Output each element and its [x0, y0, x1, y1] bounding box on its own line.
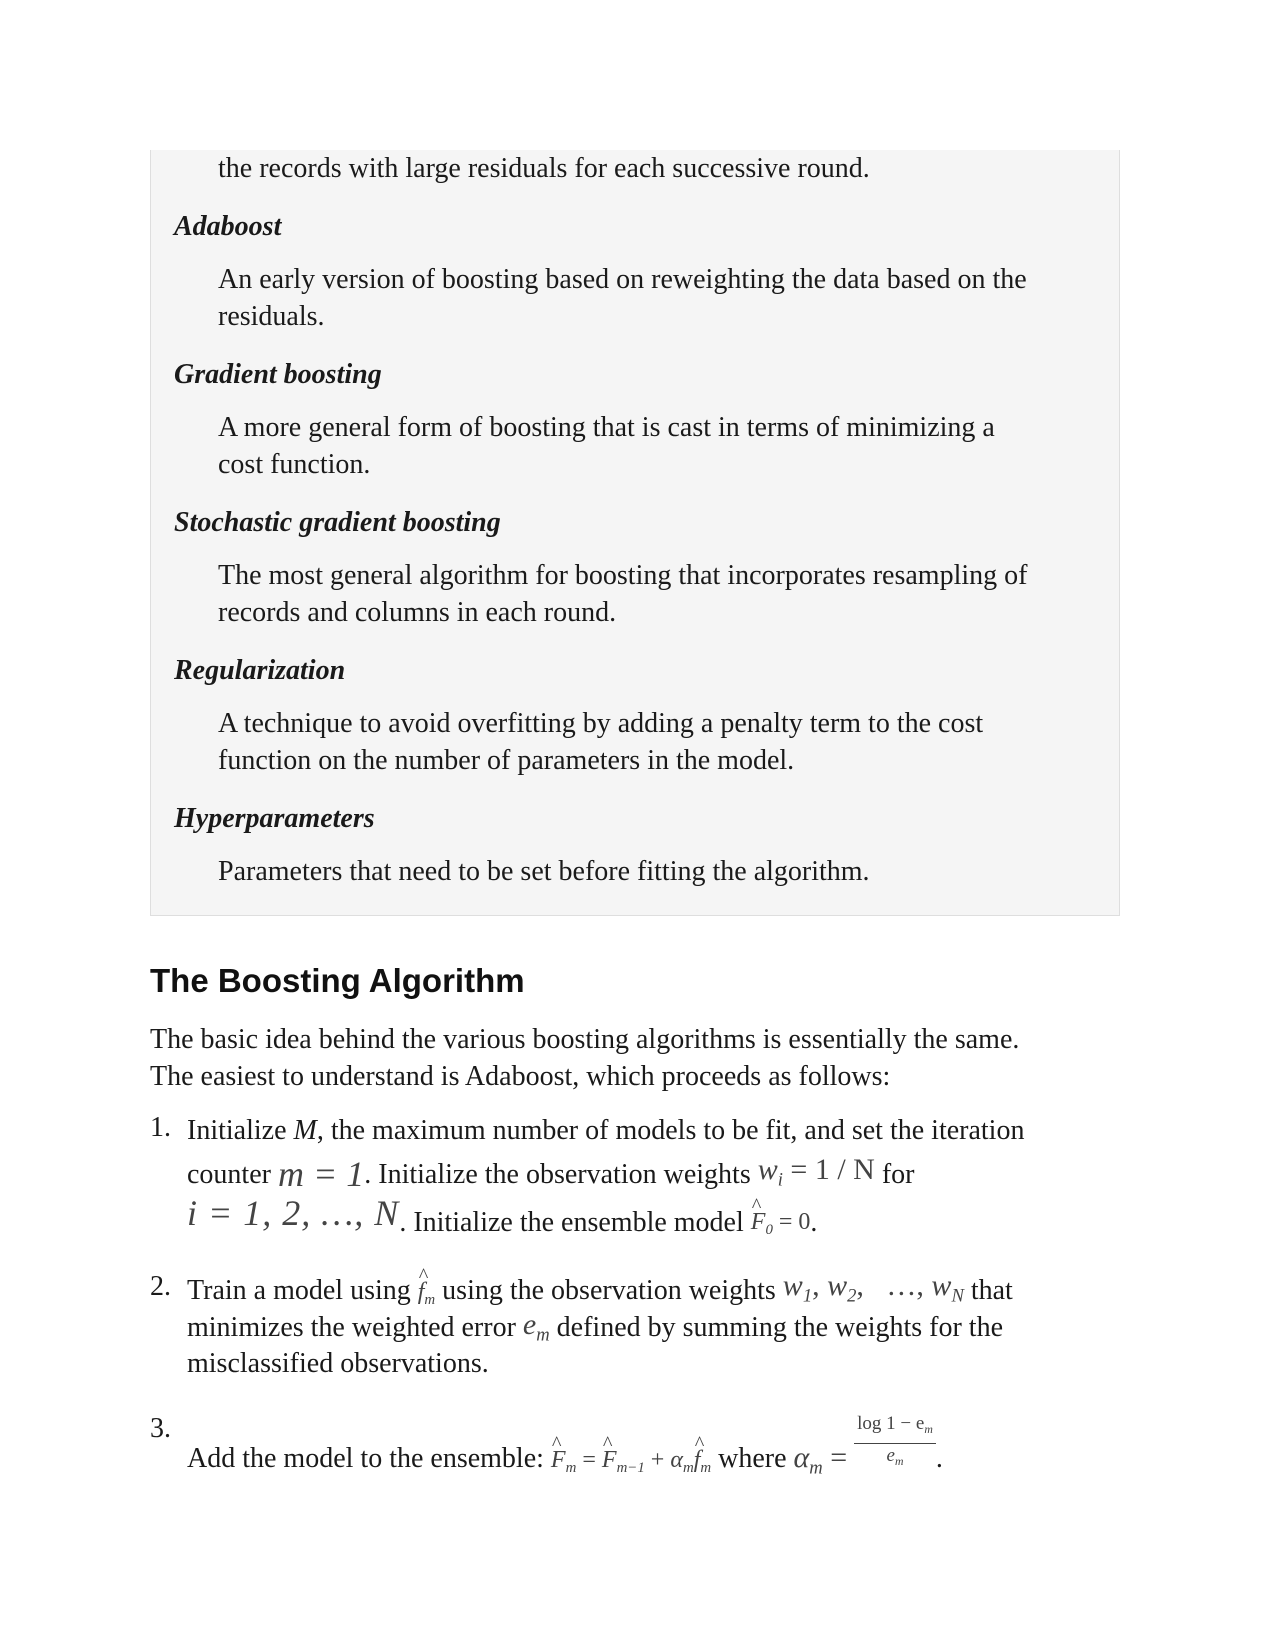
step-text-fragment: where [711, 1443, 794, 1475]
equation-weight-list: $w_1$, $w_2$, …, $w_N$ [782, 1269, 964, 1307]
term-stochastic-gradient-boosting: Stochastic gradient boosting [174, 507, 501, 538]
step-text-fragment: , the maximum number of models to be fit, and set the iteration [316, 1115, 1025, 1146]
section-heading: The Boosting Algorithm [150, 962, 525, 999]
equation-text: e [886, 1445, 895, 1467]
definition-line: function on the number of parameters in the model. [218, 745, 795, 776]
definition-line: cost function. [218, 449, 371, 480]
step-text-fragment: defined by summing the weights for the [549, 1312, 1004, 1343]
term-hyperparameters: Hyperparameters [174, 803, 375, 834]
equation-weights-init: $w_i = 1 / N$ [757, 1153, 875, 1191]
step-text-fragment: . Initialize the ensemble model [399, 1207, 751, 1238]
equation-ensemble-init: ^ $F_0 = 0$ [751, 1204, 811, 1249]
definition-line: records and columns in each round. [218, 597, 617, 628]
definition-adaboost [218, 261, 1027, 335]
equation-alpha-fraction [854, 1413, 936, 1473]
step-text-fragment: for [874, 1159, 915, 1190]
intro-paragraph [150, 1021, 1110, 1095]
step-text-fragment: using the observation weights [435, 1275, 783, 1306]
definition-hyperparameters [218, 853, 870, 890]
definition-line: An early version of boosting based on reweighting the data based on the [218, 264, 1027, 295]
equation-text: m = 1 [277, 1154, 365, 1194]
variable-M: M [293, 1115, 317, 1146]
definition-regularization [218, 705, 983, 779]
fraction-numerator: $\log 1 - e_m$ [854, 1413, 936, 1444]
equation-text: + [650, 1447, 665, 1474]
equation-alpha: $\alpha_m$ = [793, 1441, 848, 1479]
definition-line: A technique to avoid overfitting by adding a penalty term to the cost [218, 708, 984, 739]
step-2-line-3: misclassified observations. [187, 1348, 489, 1379]
equation-m-equals-1 [278, 1156, 364, 1193]
intro-line: The basic idea behind the various boosting algorithms is essentially the same. [150, 1024, 1020, 1055]
equation-error-em: $e_m$ [522, 1308, 550, 1346]
term-gradient-boosting: Gradient boosting [174, 359, 382, 390]
equation-text: = 1 / N [790, 1153, 875, 1186]
equation-text: = 0 [778, 1209, 811, 1235]
step-text-fragment: . [810, 1207, 818, 1238]
step-text-fragment: Initialize [187, 1115, 294, 1146]
equation-text: log 1 − e [857, 1413, 925, 1434]
definition-line: residuals. [218, 301, 325, 332]
step-1-line-1 [187, 1112, 1024, 1149]
fraction-denominator: $e_m$ [886, 1445, 904, 1469]
equation-index-range [187, 1195, 399, 1232]
step-number: 3. [150, 1413, 171, 1444]
step-number: 2. [150, 1271, 171, 1302]
term-regularization: Regularization [174, 655, 346, 686]
step-1-line-3 [187, 1193, 818, 1251]
step-number: 1. [150, 1112, 171, 1143]
step-text-fragment: counter [187, 1159, 278, 1190]
definition-stochastic-gradient-boosting [218, 557, 1027, 631]
definition-line: A more general form of boosting that is cast in terms of minimizing a [218, 412, 995, 443]
term-adaboost: Adaboost [174, 211, 282, 242]
definition-line: Parameters that need to be set before fitting the algorithm. [218, 856, 870, 887]
equation-text: = [582, 1447, 596, 1474]
step-text-fragment: . Initialize the observation weights [364, 1159, 758, 1190]
glossary-continued-text: the records with large residuals for each successive round. [218, 153, 870, 184]
step-text-fragment: Train a model using [187, 1275, 418, 1306]
step-text-fragment: Add the model to the ensemble: [187, 1443, 551, 1475]
step-text-fragment: . [935, 1443, 943, 1475]
equation-text: = [830, 1441, 848, 1475]
step-text-fragment: that [963, 1275, 1013, 1306]
step-text-fragment: minimizes the weighted error [187, 1312, 523, 1343]
definition-line: The most general algorithm for boosting that incorporates resampling of [218, 560, 1028, 591]
equation-text: i = 1, 2, …, N [187, 1193, 400, 1233]
intro-line: The easiest to understand is Adaboost, which proceeds as follows: [150, 1061, 891, 1092]
equation-text: m−1 [616, 1460, 645, 1477]
equation-model-fm: ^ $f_m$ [418, 1274, 435, 1319]
equation-ensemble-update: ^ $F_m$ = ^ $F_{m-1}$ + $\alpha_m\^{}$ $f_m$ [551, 1442, 711, 1487]
step-3-line-1 [187, 1413, 943, 1487]
definition-gradient-boosting [218, 409, 995, 483]
